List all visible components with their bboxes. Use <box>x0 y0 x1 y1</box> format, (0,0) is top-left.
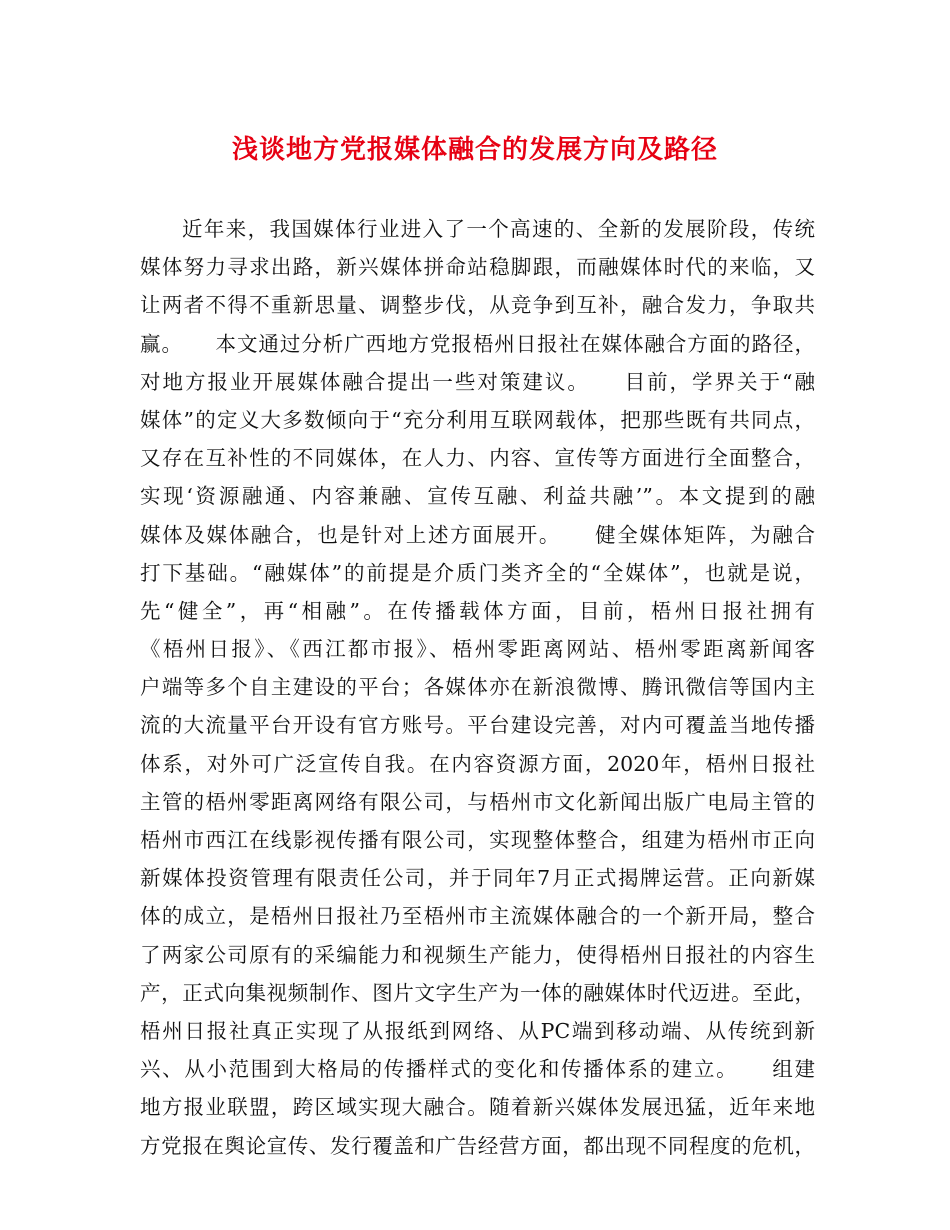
text-line: 流的大流量平台开设有官方账号。平台建设完善，对内可覆盖当地传播 <box>140 713 815 738</box>
text-line: 打下基础。“融媒体”的前提是介质门类齐全的“全媒体”，也就是说， <box>140 560 815 585</box>
text-line: 户端等多个自主建设的平台；各媒体亦在新浪微博、腾讯微信等国内主 <box>140 675 815 700</box>
text-line: 赢。 本文通过分析广西地方党报梧州日报社在媒体融合方面的路径， <box>140 331 815 356</box>
text-line: 梧州日报社真正实现了从报纸到网络、从PC端到移动端、从传统到新 <box>140 1018 815 1043</box>
text-line: 地方报业联盟，跨区域实现大融合。随着新兴媒体发展迅猛，近年来地 <box>140 1095 815 1120</box>
text-line: 方党报在舆论宣传、发行覆盖和广告经营方面，都出现不同程度的危机， <box>140 1133 815 1158</box>
text-line: 梧州市西江在线影视传播有限公司，实现整体整合，组建为梧州市正向 <box>140 828 815 852</box>
text-line: 体的成立，是梧州日报社乃至梧州市主流媒体融合的一个新开局，整合 <box>140 904 815 929</box>
text-line: 新媒体投资管理有限责任公司，并于同年7月正式揭牌运营。正向新媒 <box>140 866 815 891</box>
text-line: 《梧州日报》、《西江都市报》、梧州零距离网站、梧州零距离新闻客 <box>140 637 815 662</box>
text-line: 让两者不得不重新思量、调整步伐，从竞争到互补，融合发力，争取共 <box>140 293 815 318</box>
text-line: 媒体及媒体融合，也是针对上述方面展开。 健全媒体矩阵，为融合 <box>140 522 815 547</box>
text-line: 媒体努力寻求出路，新兴媒体拼命站稳脚跟，而融媒体时代的来临，又 <box>140 255 815 280</box>
text-line: 主管的梧州零距离网络有限公司，与梧州市文化新闻出版广电局主管的 <box>140 789 815 814</box>
text-line: 了两家公司原有的采编能力和视频生产能力，使得梧州日报社的内容生 <box>140 942 815 967</box>
text-line: 对地方报业开展媒体融合提出一些对策建议。 目前，学界关于“融 <box>140 369 815 394</box>
text-line: 产，正式向集视频制作、图片文字生产为一体的融媒体时代迈进。至此， <box>140 980 815 1005</box>
text-line: 体系，对外可广泛宣传自我。在内容资源方面，2020年，梧州日报社 <box>140 751 815 776</box>
text-line: 又存在互补性的不同媒体，在人力、内容、宣传等方面进行全面整合， <box>140 446 815 471</box>
body-text <box>140 210 815 1165</box>
text-line: 兴、从小范围到大格局的传播样式的变化和传播体系的建立。 组建 <box>140 1057 815 1082</box>
text-line: 近年来，我国媒体行业进入了一个高速的、全新的发展阶段，传统 <box>182 217 815 241</box>
page-title: 浅谈地方党报媒体融合的发展方向及路径 <box>231 135 718 165</box>
text-line: 实现‘资源融通、内容兼融、宣传互融、利益共融’”。本文提到的融 <box>140 484 815 509</box>
text-line: 媒体”的定义大多数倾向于“充分利用互联网载体，把那些既有共同点， <box>140 407 815 432</box>
text-line: 先“健全”，再“相融”。在传播载体方面，目前，梧州日报社拥有 <box>140 598 815 623</box>
